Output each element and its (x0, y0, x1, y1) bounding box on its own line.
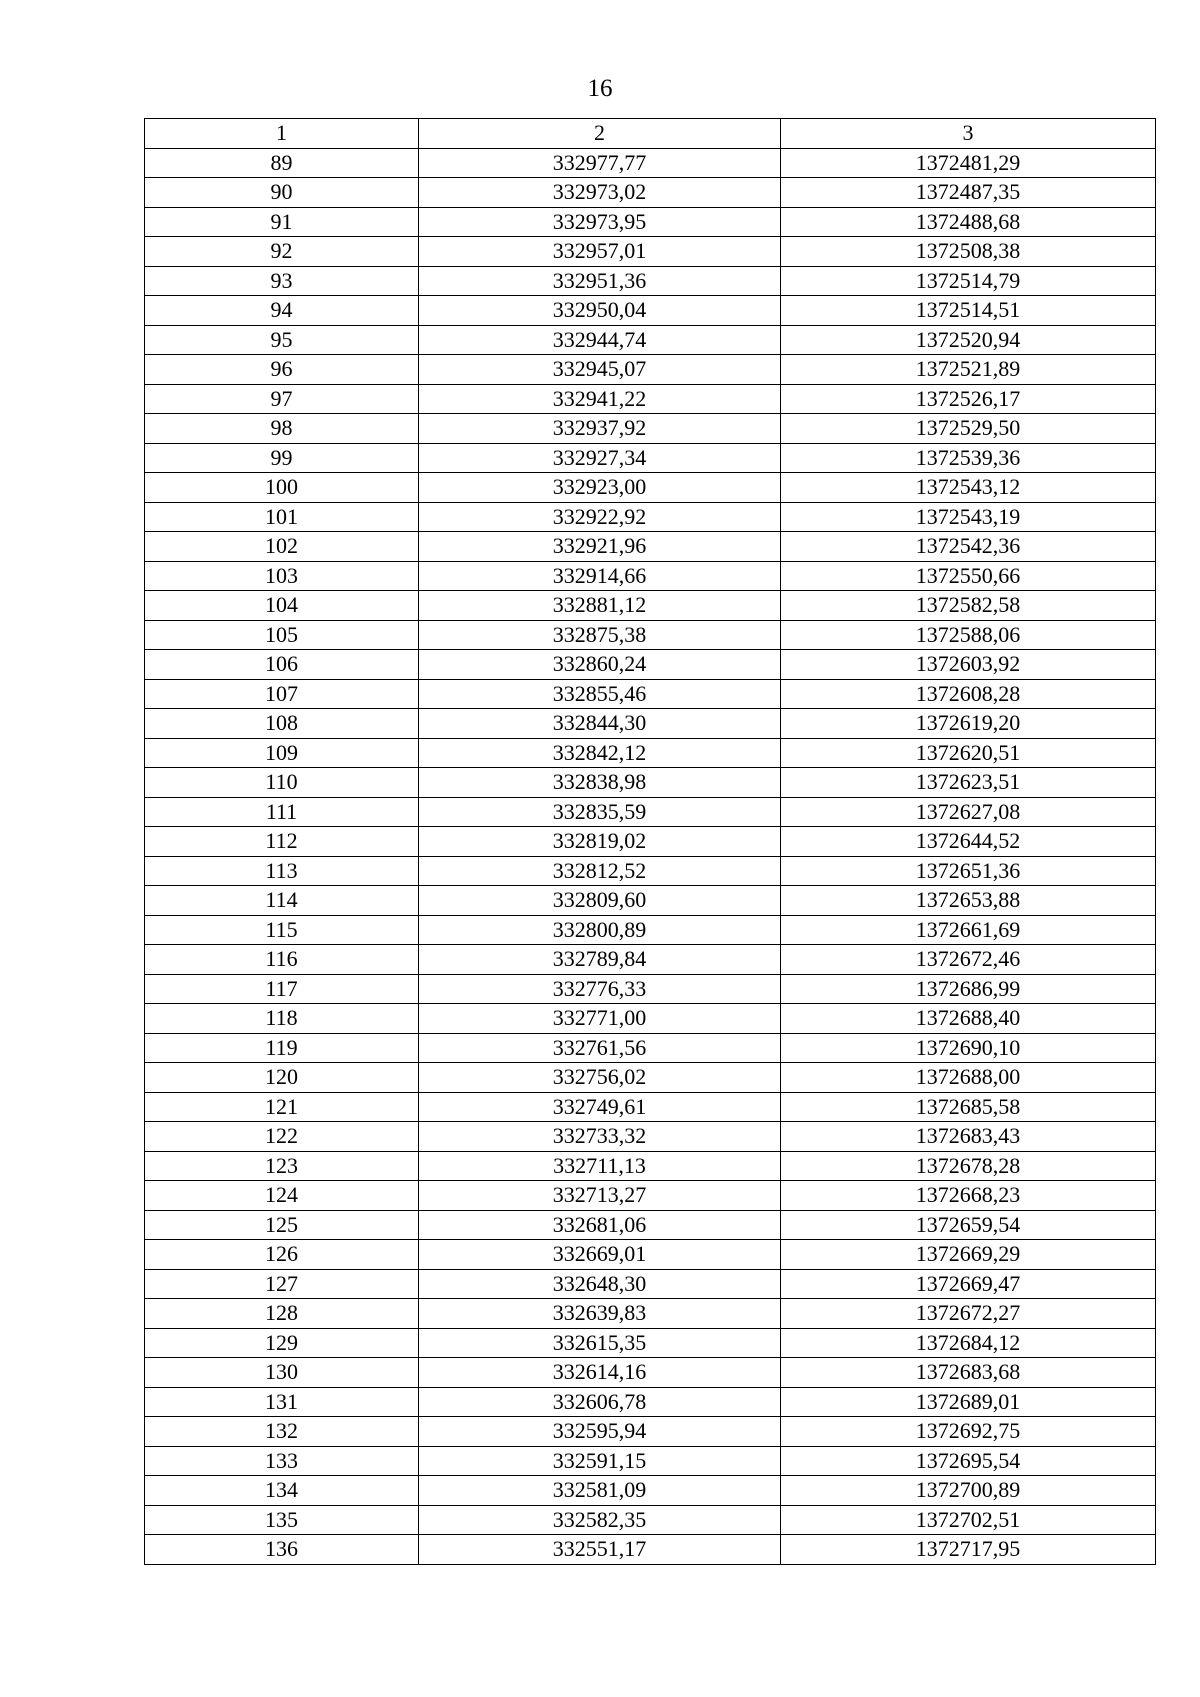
table-row (145, 1063, 1156, 1093)
x-coordinate-cell: 332771,00 (419, 1004, 781, 1034)
table-row (145, 1476, 1156, 1506)
x-coordinate-cell: 332945,07 (419, 355, 781, 385)
x-coordinate-cell: 332957,01 (419, 237, 781, 267)
point-number-cell: 114 (145, 886, 419, 916)
y-coordinate-cell: 1372700,89 (781, 1476, 1156, 1506)
table-row (145, 1417, 1156, 1447)
table-row (145, 768, 1156, 798)
x-coordinate-cell: 332838,98 (419, 768, 781, 798)
x-coordinate-cell: 332923,00 (419, 473, 781, 503)
column-header-2: 2 (419, 119, 781, 149)
y-coordinate-cell: 1372608,28 (781, 679, 1156, 709)
point-number-cell: 103 (145, 561, 419, 591)
x-coordinate-cell: 332615,35 (419, 1328, 781, 1358)
point-number-cell: 126 (145, 1240, 419, 1270)
y-coordinate-cell: 1372651,36 (781, 856, 1156, 886)
table-row (145, 1181, 1156, 1211)
x-coordinate-cell: 332937,92 (419, 414, 781, 444)
point-number-cell: 120 (145, 1063, 419, 1093)
table-row (145, 620, 1156, 650)
coordinates-table (144, 118, 1156, 1565)
x-coordinate-cell: 332756,02 (419, 1063, 781, 1093)
x-coordinate-cell: 332761,56 (419, 1033, 781, 1063)
point-number-cell: 99 (145, 443, 419, 473)
x-coordinate-cell: 332855,46 (419, 679, 781, 709)
table-row (145, 148, 1156, 178)
table-row (145, 591, 1156, 621)
page-number: 16 (587, 75, 613, 102)
x-coordinate-cell: 332819,02 (419, 827, 781, 857)
table-row (145, 266, 1156, 296)
point-number-cell: 92 (145, 237, 419, 267)
y-coordinate-cell: 1372661,69 (781, 915, 1156, 945)
y-coordinate-cell: 1372550,66 (781, 561, 1156, 591)
x-coordinate-cell: 332648,30 (419, 1269, 781, 1299)
y-coordinate-cell: 1372690,10 (781, 1033, 1156, 1063)
y-coordinate-cell: 1372688,40 (781, 1004, 1156, 1034)
x-coordinate-cell: 332749,61 (419, 1092, 781, 1122)
table-row (145, 679, 1156, 709)
point-number-cell: 127 (145, 1269, 419, 1299)
point-number-cell: 95 (145, 325, 419, 355)
y-coordinate-cell: 1372539,36 (781, 443, 1156, 473)
table-row (145, 974, 1156, 1004)
point-number-cell: 111 (145, 797, 419, 827)
point-number-cell: 96 (145, 355, 419, 385)
point-number-cell: 101 (145, 502, 419, 532)
point-number-cell: 94 (145, 296, 419, 326)
table-row (145, 738, 1156, 768)
table-row (145, 650, 1156, 680)
y-coordinate-cell: 1372543,12 (781, 473, 1156, 503)
table-row (145, 797, 1156, 827)
x-coordinate-cell: 332711,13 (419, 1151, 781, 1181)
point-number-cell: 115 (145, 915, 419, 945)
y-coordinate-cell: 1372672,27 (781, 1299, 1156, 1329)
x-coordinate-cell: 332639,83 (419, 1299, 781, 1329)
y-coordinate-cell: 1372514,51 (781, 296, 1156, 326)
table-row (145, 856, 1156, 886)
x-coordinate-cell: 332681,06 (419, 1210, 781, 1240)
table-row (145, 1240, 1156, 1270)
table-row (145, 1328, 1156, 1358)
point-number-cell: 122 (145, 1122, 419, 1152)
table-row (145, 1210, 1156, 1240)
table-row (145, 296, 1156, 326)
x-coordinate-cell: 332713,27 (419, 1181, 781, 1211)
table-row (145, 473, 1156, 503)
x-coordinate-cell: 332581,09 (419, 1476, 781, 1506)
y-coordinate-cell: 1372683,68 (781, 1358, 1156, 1388)
y-coordinate-cell: 1372542,36 (781, 532, 1156, 562)
table-row (145, 414, 1156, 444)
point-number-cell: 131 (145, 1387, 419, 1417)
y-coordinate-cell: 1372692,75 (781, 1417, 1156, 1447)
point-number-cell: 128 (145, 1299, 419, 1329)
y-coordinate-cell: 1372526,17 (781, 384, 1156, 414)
x-coordinate-cell: 332922,92 (419, 502, 781, 532)
x-coordinate-cell: 332591,15 (419, 1446, 781, 1476)
point-number-cell: 112 (145, 827, 419, 857)
point-number-cell: 119 (145, 1033, 419, 1063)
y-coordinate-cell: 1372669,47 (781, 1269, 1156, 1299)
x-coordinate-cell: 332812,52 (419, 856, 781, 886)
x-coordinate-cell: 332789,84 (419, 945, 781, 975)
y-coordinate-cell: 1372695,54 (781, 1446, 1156, 1476)
y-coordinate-cell: 1372659,54 (781, 1210, 1156, 1240)
point-number-cell: 106 (145, 650, 419, 680)
point-number-cell: 113 (145, 856, 419, 886)
x-coordinate-cell: 332835,59 (419, 797, 781, 827)
y-coordinate-cell: 1372603,92 (781, 650, 1156, 680)
x-coordinate-cell: 332973,95 (419, 207, 781, 237)
point-number-cell: 125 (145, 1210, 419, 1240)
point-number-cell: 132 (145, 1417, 419, 1447)
y-coordinate-cell: 1372668,23 (781, 1181, 1156, 1211)
y-coordinate-cell: 1372653,88 (781, 886, 1156, 916)
x-coordinate-cell: 332860,24 (419, 650, 781, 680)
point-number-cell: 108 (145, 709, 419, 739)
table-row (145, 1358, 1156, 1388)
x-coordinate-cell: 332941,22 (419, 384, 781, 414)
table-row (145, 502, 1156, 532)
point-number-cell: 97 (145, 384, 419, 414)
y-coordinate-cell: 1372521,89 (781, 355, 1156, 385)
table-row (145, 384, 1156, 414)
point-number-cell: 130 (145, 1358, 419, 1388)
table-row (145, 709, 1156, 739)
table-row (145, 355, 1156, 385)
x-coordinate-cell: 332733,32 (419, 1122, 781, 1152)
y-coordinate-cell: 1372717,95 (781, 1535, 1156, 1565)
table-row (145, 1269, 1156, 1299)
table-row (145, 443, 1156, 473)
x-coordinate-cell: 332595,94 (419, 1417, 781, 1447)
point-number-cell: 107 (145, 679, 419, 709)
table-row (145, 945, 1156, 975)
x-coordinate-cell: 332844,30 (419, 709, 781, 739)
point-number-cell: 89 (145, 148, 419, 178)
y-coordinate-cell: 1372520,94 (781, 325, 1156, 355)
x-coordinate-cell: 332776,33 (419, 974, 781, 1004)
y-coordinate-cell: 1372514,79 (781, 266, 1156, 296)
x-coordinate-cell: 332950,04 (419, 296, 781, 326)
table-row (145, 1092, 1156, 1122)
point-number-cell: 136 (145, 1535, 419, 1565)
point-number-cell: 124 (145, 1181, 419, 1211)
x-coordinate-cell: 332809,60 (419, 886, 781, 916)
table-row (145, 1535, 1156, 1565)
x-coordinate-cell: 332614,16 (419, 1358, 781, 1388)
y-coordinate-cell: 1372689,01 (781, 1387, 1156, 1417)
point-number-cell: 123 (145, 1151, 419, 1181)
x-coordinate-cell: 332842,12 (419, 738, 781, 768)
y-coordinate-cell: 1372627,08 (781, 797, 1156, 827)
table-row (145, 325, 1156, 355)
coordinates-table-body (145, 119, 1156, 1565)
y-coordinate-cell: 1372487,35 (781, 178, 1156, 208)
x-coordinate-cell: 332800,89 (419, 915, 781, 945)
x-coordinate-cell: 332551,17 (419, 1535, 781, 1565)
x-coordinate-cell: 332669,01 (419, 1240, 781, 1270)
table-row (145, 237, 1156, 267)
y-coordinate-cell: 1372619,20 (781, 709, 1156, 739)
table-row (145, 1151, 1156, 1181)
x-coordinate-cell: 332927,34 (419, 443, 781, 473)
point-number-cell: 134 (145, 1476, 419, 1506)
x-coordinate-cell: 332582,35 (419, 1505, 781, 1535)
table-row (145, 827, 1156, 857)
y-coordinate-cell: 1372688,00 (781, 1063, 1156, 1093)
table-row (145, 178, 1156, 208)
y-coordinate-cell: 1372508,38 (781, 237, 1156, 267)
table-row (145, 1122, 1156, 1152)
y-coordinate-cell: 1372678,28 (781, 1151, 1156, 1181)
y-coordinate-cell: 1372685,58 (781, 1092, 1156, 1122)
y-coordinate-cell: 1372686,99 (781, 974, 1156, 1004)
y-coordinate-cell: 1372684,12 (781, 1328, 1156, 1358)
y-coordinate-cell: 1372582,58 (781, 591, 1156, 621)
y-coordinate-cell: 1372488,68 (781, 207, 1156, 237)
x-coordinate-cell: 332606,78 (419, 1387, 781, 1417)
x-coordinate-cell: 332944,74 (419, 325, 781, 355)
y-coordinate-cell: 1372620,51 (781, 738, 1156, 768)
column-header-3: 3 (781, 119, 1156, 149)
y-coordinate-cell: 1372481,29 (781, 148, 1156, 178)
point-number-cell: 93 (145, 266, 419, 296)
point-number-cell: 105 (145, 620, 419, 650)
table-row (145, 1387, 1156, 1417)
x-coordinate-cell: 332973,02 (419, 178, 781, 208)
table-row (145, 1299, 1156, 1329)
point-number-cell: 110 (145, 768, 419, 798)
y-coordinate-cell: 1372623,51 (781, 768, 1156, 798)
table-row (145, 915, 1156, 945)
table-row (145, 1505, 1156, 1535)
table-row (145, 886, 1156, 916)
table-row (145, 532, 1156, 562)
table-row (145, 1446, 1156, 1476)
y-coordinate-cell: 1372683,43 (781, 1122, 1156, 1152)
point-number-cell: 100 (145, 473, 419, 503)
x-coordinate-cell: 332875,38 (419, 620, 781, 650)
x-coordinate-cell: 332951,36 (419, 266, 781, 296)
y-coordinate-cell: 1372529,50 (781, 414, 1156, 444)
y-coordinate-cell: 1372644,52 (781, 827, 1156, 857)
table-header-row (145, 119, 1156, 149)
point-number-cell: 109 (145, 738, 419, 768)
point-number-cell: 98 (145, 414, 419, 444)
point-number-cell: 90 (145, 178, 419, 208)
column-header-1: 1 (145, 119, 419, 149)
point-number-cell: 91 (145, 207, 419, 237)
point-number-cell: 102 (145, 532, 419, 562)
point-number-cell: 121 (145, 1092, 419, 1122)
point-number-cell: 116 (145, 945, 419, 975)
point-number-cell: 118 (145, 1004, 419, 1034)
y-coordinate-cell: 1372669,29 (781, 1240, 1156, 1270)
point-number-cell: 117 (145, 974, 419, 1004)
x-coordinate-cell: 332977,77 (419, 148, 781, 178)
point-number-cell: 135 (145, 1505, 419, 1535)
y-coordinate-cell: 1372702,51 (781, 1505, 1156, 1535)
table-row (145, 207, 1156, 237)
table-row (145, 1033, 1156, 1063)
point-number-cell: 129 (145, 1328, 419, 1358)
point-number-cell: 133 (145, 1446, 419, 1476)
x-coordinate-cell: 332921,96 (419, 532, 781, 562)
x-coordinate-cell: 332881,12 (419, 591, 781, 621)
point-number-cell: 104 (145, 591, 419, 621)
x-coordinate-cell: 332914,66 (419, 561, 781, 591)
y-coordinate-cell: 1372543,19 (781, 502, 1156, 532)
y-coordinate-cell: 1372588,06 (781, 620, 1156, 650)
table-row (145, 1004, 1156, 1034)
y-coordinate-cell: 1372672,46 (781, 945, 1156, 975)
table-row (145, 561, 1156, 591)
